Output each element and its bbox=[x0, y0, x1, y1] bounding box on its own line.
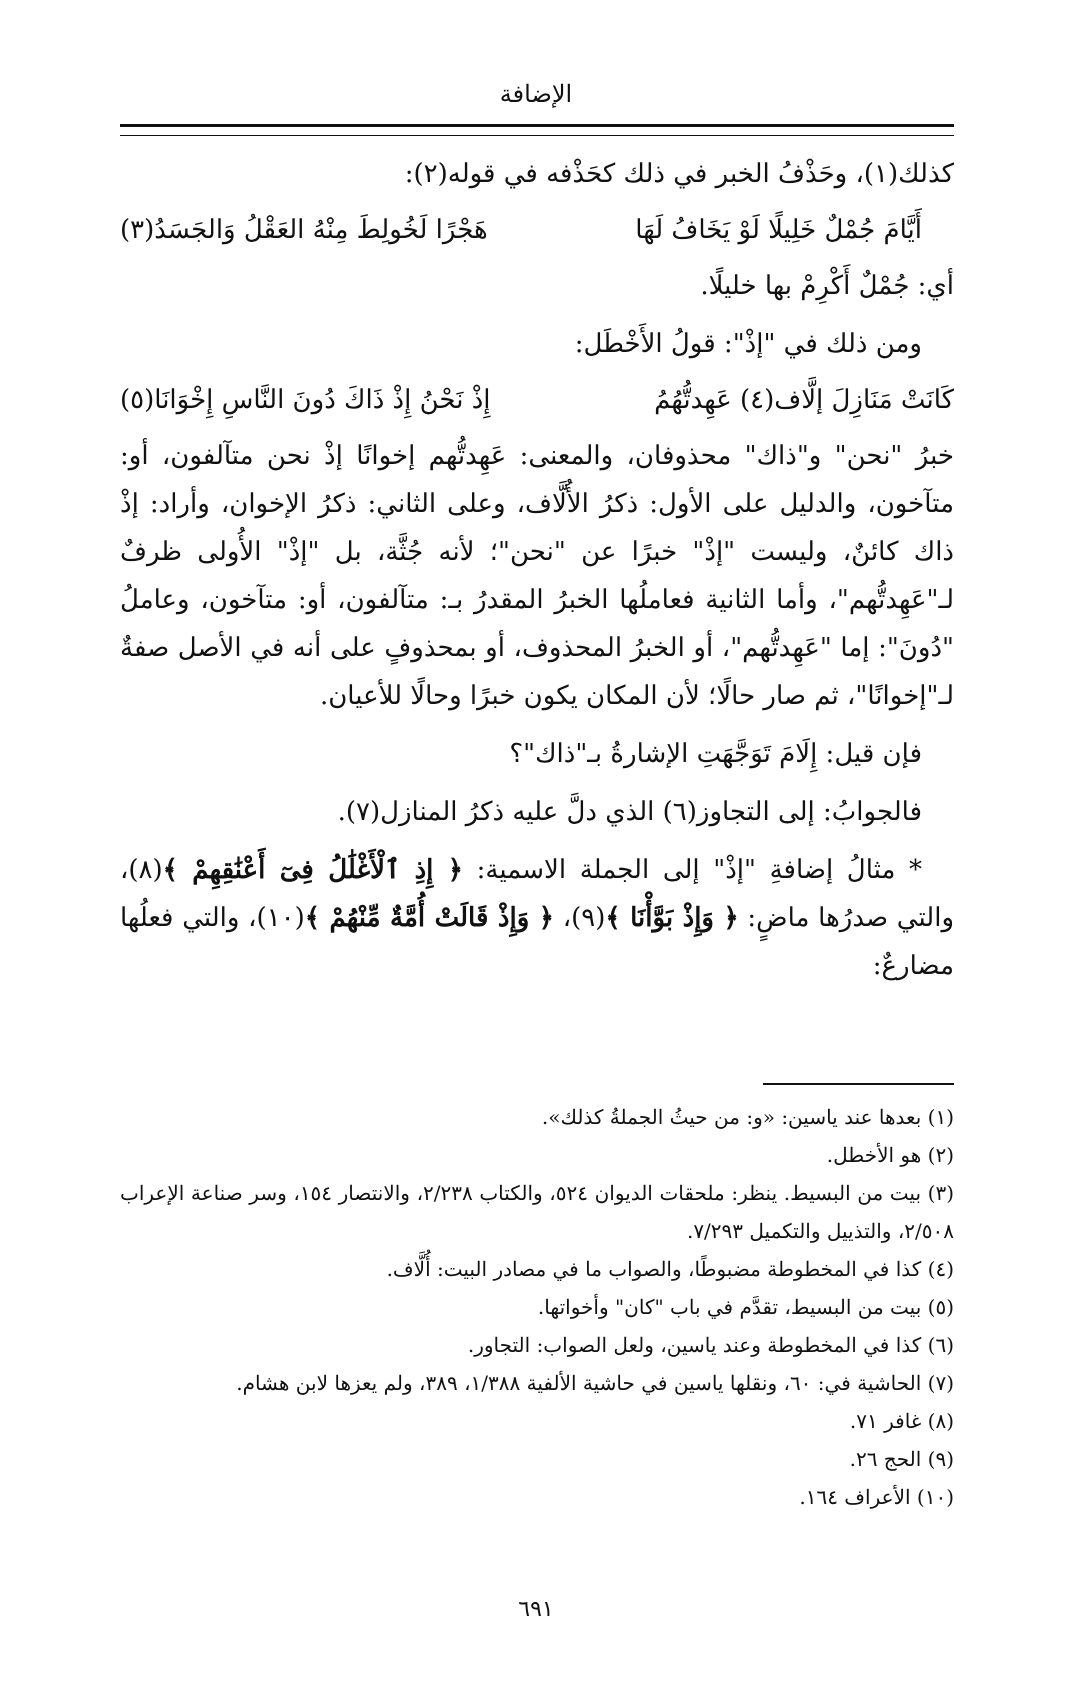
footnote: (٧) الحاشية في: ٦٠، ونقلها ياسين في حاشية الألفية ١/٣٨٨، ٣٨٩، ولم يعزها لابن هشام. bbox=[236, 1371, 954, 1395]
text-line: أي: جُمْلٌ أَكْرِمْ بها خليلًا. bbox=[700, 271, 954, 301]
verse-first-hemistich: كَانَتْ مَنَازِلَ إلَّاف(٤) عَهِدتُّهُمُ bbox=[654, 385, 954, 415]
main-text bbox=[120, 150, 954, 990]
footnote: (٨) غافر ٧١. bbox=[849, 1409, 954, 1433]
paragraph bbox=[120, 846, 954, 990]
verse-first-hemistich: أَيَّامَ جُمْلٌ خَلِيلًا لَوْ يَخَافُ لَهَا bbox=[635, 215, 922, 245]
quran-verse: ﴿ وَإِذْ قَالَتْ أُمَّةٌ مِّنْهُمْ ﴾ bbox=[304, 903, 554, 933]
quran-verse: ﴿ إِذِ ٱلْأَغْلَٰلُ فِىٓ أَعْنَٰقِهِمْ ﴾ bbox=[162, 855, 464, 885]
question-line: فإن قيل: إِلَامَ تَوَجَّهَتِ الإشارةُ بـ"ذاك"؟ bbox=[509, 739, 922, 769]
text-span: (٨)، والتي صدرُها ماضٍ: bbox=[120, 855, 955, 933]
page-number: ٦٩١ bbox=[518, 1597, 554, 1622]
verse-second-hemistich: إِذْ نَحْنُ إِذْ ذَاكَ دُونَ النَّاسِ إِخْوَانَا(٥) bbox=[120, 385, 491, 415]
footnote-separator bbox=[763, 1083, 954, 1085]
verse-second-hemistich: هَجْرًا لَخُولِطَ مِنْهُ العَقْلُ وَالجَسَدُ(٣) bbox=[120, 215, 488, 245]
footnote: (١٠) الأعراف ١٦٤. bbox=[799, 1485, 954, 1509]
footnote: (١) بعدها عند ياسين: «و: من حيثُ الجملةُ كذلك». bbox=[541, 1105, 954, 1129]
header-rule-thick bbox=[120, 124, 954, 127]
header-rule-thin bbox=[120, 135, 954, 136]
running-header: الإضافة bbox=[499, 80, 573, 108]
footnote: (٤) كذا في المخطوطة مضبوطًا، والصواب ما في مصادر البيت: أُلَّاف. bbox=[386, 1257, 954, 1281]
poetry-verse-2 bbox=[120, 376, 954, 424]
footnote: (٣) بيت من البسيط. ينظر: ملحقات الديوان ٥٢٤، والكتاب ٢/٢٣٨، والانتصار ١٥٤، وسر صناعة الإعراب ٢/٥٠٨، والتذييل والتكميل ٧/٢٩٣. bbox=[120, 1181, 954, 1243]
text-span: (١٠)، والتي فعلُها مضارعٌ: bbox=[120, 903, 954, 981]
paragraph: خبرُ "نحن" و"ذاك" محذوفان، والمعنى: عَهِدتُّهم إخوانًا إذْ نحن متآلفون، أو: متآخون، والدليل على الأول: ذكرُ الأُلَّاف، وعلى الثاني: ذكرُ الإخوان، وأراد: إذْ ذاك كائنٌ، وليست "إذْ" خبرًا عن "نحن"؛ لأنه جُثَّة، بل "إذْ" الأُولى ظرفٌ لـ"عَهِدتُّهم"، وأما الثانية فعاملُها الخبرُ المقدرُ بـ: متآلفون، أو: متآخون، وعاملُ "دُونَ": إما "عَهِدتُّهم"، أو الخبرُ المحذوف، أو بمحذوفٍ على أنه في الأصل صفةٌ لـ"إخوانًا"، ثم صار حالًا؛ لأن المكان يكون خبرًا وحالًا للأعيان. bbox=[120, 441, 954, 711]
text-span: * مثالُ إضافةِ "إذْ" إلى الجملة الاسمية: bbox=[463, 855, 923, 885]
text-span: (٩)، bbox=[553, 903, 606, 933]
answer-line: فالجوابُ: إلى التجاوز(٦) الذي دلَّ عليه ذكرُ المنازل(٧). bbox=[337, 797, 922, 827]
footnote: (٥) بيت من البسيط، تقدَّم في باب "كان" وأخواتها. bbox=[537, 1295, 954, 1319]
footnote: (٩) الحج ٢٦. bbox=[849, 1447, 954, 1471]
footnote: (٢) هو الأخطل. bbox=[826, 1143, 954, 1167]
footnotes bbox=[120, 1098, 954, 1516]
quran-verse: ﴿ وَإِذْ بَوَّأْنَا ﴾ bbox=[605, 903, 739, 933]
poetry-verse-1 bbox=[120, 206, 954, 254]
footnote: (٦) كذا في المخطوطة وعند ياسين، ولعل الصواب: التجاور. bbox=[467, 1333, 954, 1357]
text-line: كذلك(١)، وحَذْفُ الخبر في ذلك كحَذْفه في قوله(٢): bbox=[404, 159, 954, 189]
text-line: ومن ذلك في "إذْ": قولُ الأَخْطَل: bbox=[574, 329, 922, 359]
